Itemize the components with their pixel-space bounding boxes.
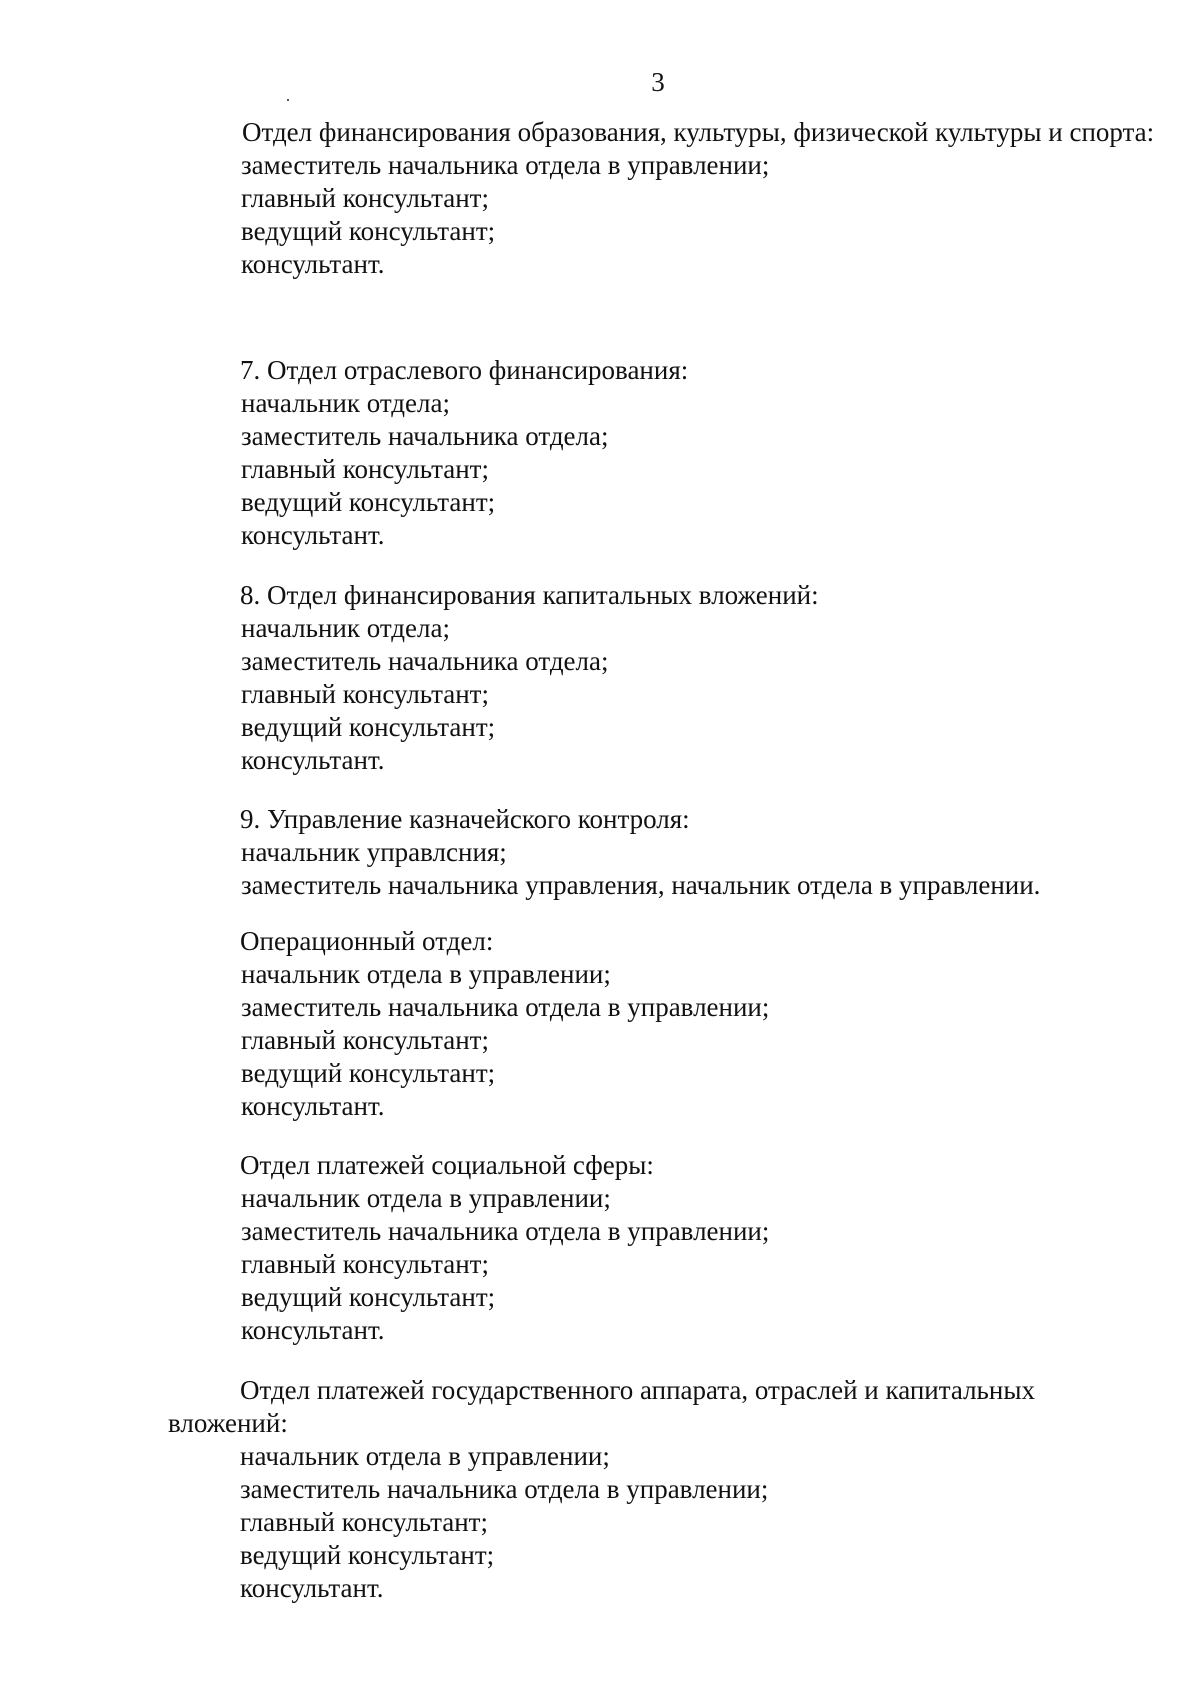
section-state-apparatus-payments <box>0 1374 1200 1605</box>
position-item: начальник отдела в управлении; <box>241 959 611 989</box>
section-8-capital-investment <box>0 579 1200 777</box>
position-item: ведущий консультант; <box>240 1540 495 1570</box>
position-item: ведущий консультант; <box>241 1282 496 1312</box>
section-heading: 9. Управление казначейского контроля: <box>240 804 690 834</box>
position-item: заместитель начальника отдела в управлении; <box>240 1474 769 1504</box>
position-item: начальник отдела в управлении; <box>241 1183 611 1213</box>
position-item: главный консультант; <box>241 679 489 709</box>
section-heading: 8. Отдел финансирования капитальных вложений: <box>240 580 819 610</box>
position-item: консультант. <box>240 1573 384 1603</box>
section-heading: Операционный отдел: <box>240 926 494 956</box>
position-item: консультант. <box>241 1091 385 1121</box>
position-item: консультант. <box>241 520 385 550</box>
position-list <box>0 387 1200 552</box>
position-item: главный консультант; <box>241 1249 489 1279</box>
position-item: ведущий консультант; <box>241 216 496 246</box>
position-item: заместитель начальника отдела; <box>241 421 609 451</box>
section-heading: Отдел платежей государственного аппарата, отраслей и капитальных вложений: <box>168 1375 1035 1438</box>
section-social-payments <box>0 1149 1200 1347</box>
position-item: главный консультант; <box>241 454 489 484</box>
position-item: ведущий консультант; <box>241 1058 496 1088</box>
position-item: заместитель начальника управления, начальник отдела в управлении. <box>241 870 1041 900</box>
position-item: главный консультант; <box>240 1507 488 1537</box>
position-list <box>0 836 1200 902</box>
position-item: консультант. <box>241 249 385 279</box>
page-number: 3 <box>651 67 665 97</box>
position-item: ведущий консультант; <box>241 487 496 517</box>
section-heading: 7. Отдел отраслевого финансирования: <box>240 355 689 385</box>
position-item: главный консультант; <box>241 183 489 213</box>
position-list <box>0 958 1200 1123</box>
position-item: начальник отдела; <box>241 388 450 418</box>
position-item: начальник отдела в управлении; <box>240 1441 610 1471</box>
position-item: главный консультант; <box>241 1025 489 1055</box>
position-item: ведущий консультант; <box>241 712 496 742</box>
section-9-treasury-control <box>0 803 1200 902</box>
position-item: заместитель начальника отдела в управлении; <box>241 150 770 180</box>
position-item: заместитель начальника отдела в управлении; <box>241 1216 770 1246</box>
position-list <box>0 149 1200 281</box>
position-item: консультант. <box>241 1315 385 1345</box>
section-heading: Отдел финансирования образования, культуры, физической культуры и спорта: <box>242 117 1155 147</box>
section-operational-department <box>0 925 1200 1123</box>
section-finance-education <box>0 116 1200 281</box>
section-7-sector-finance <box>0 354 1200 552</box>
position-list <box>0 1182 1200 1347</box>
position-item: заместитель начальника отдела в управлении; <box>241 992 770 1022</box>
position-list <box>0 612 1200 777</box>
position-item: заместитель начальника отдела; <box>241 646 609 676</box>
section-heading: Отдел платежей социальной сферы: <box>240 1150 654 1180</box>
position-item: начальник управлсния; <box>241 837 507 867</box>
position-list <box>0 1440 1200 1605</box>
position-item: начальник отдела; <box>241 613 450 643</box>
position-item: консультант. <box>241 745 385 775</box>
scan-speck <box>287 99 289 101</box>
